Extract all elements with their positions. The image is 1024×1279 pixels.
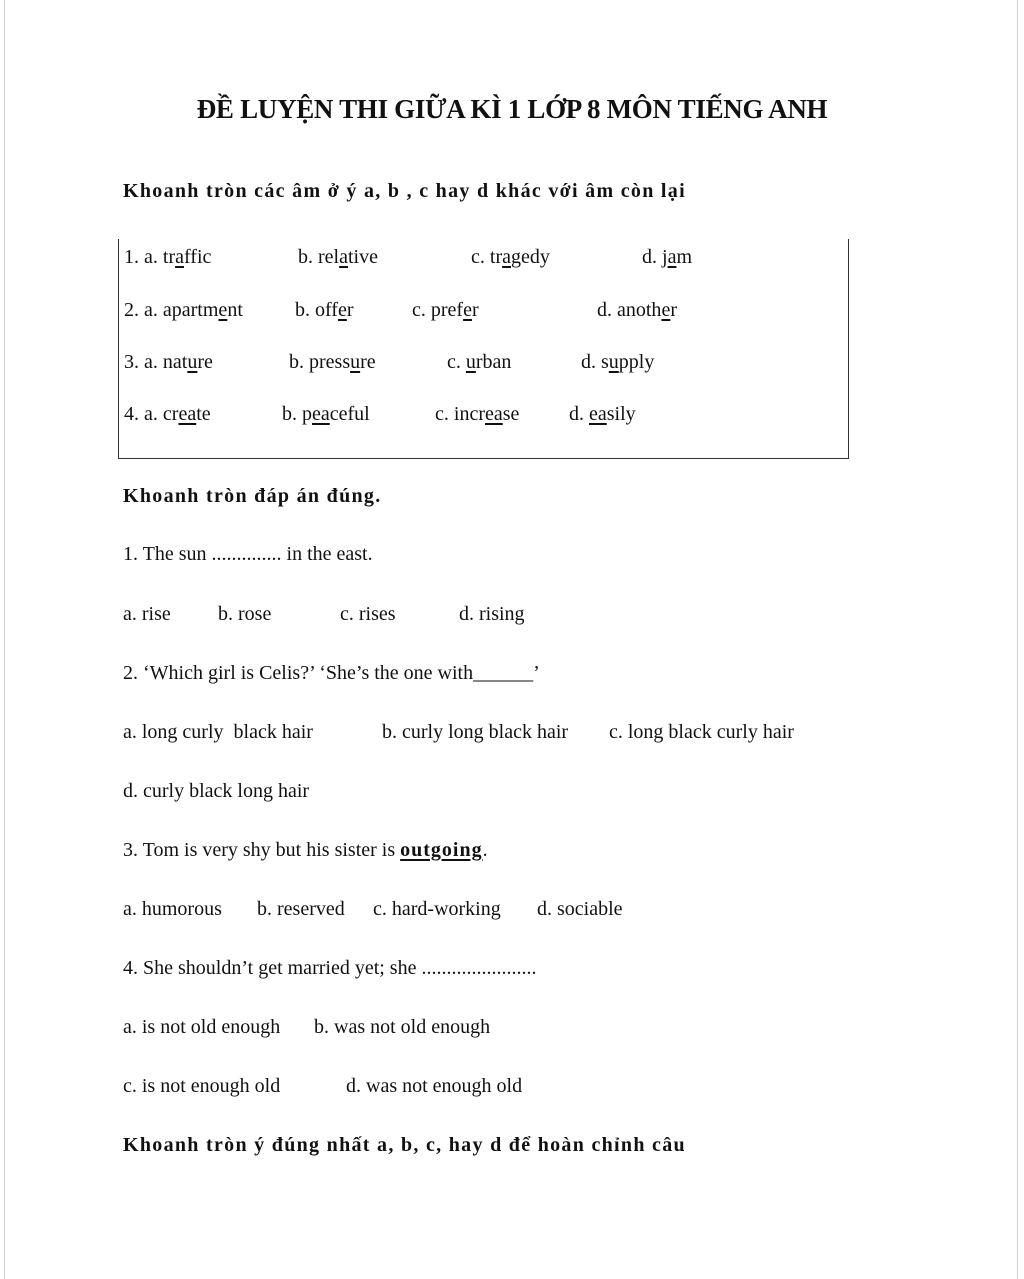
section1-heading: Khoanh tròn các âm ở ý a, b , c hay d khác với âm còn lại	[123, 180, 686, 202]
phonetics-row-1-option-a: 1. a. traffic	[124, 246, 212, 268]
phonetics-row-1-option-d: d. jam	[642, 246, 693, 268]
page-edge-right	[1017, 0, 1018, 1279]
question-3-option-a: a. humorous	[123, 898, 222, 920]
phonetics-row-3-option-d: d. supply	[581, 351, 655, 373]
phonetics-row-4-option-b: b. peaceful	[282, 403, 370, 425]
question-1-text: 1. The sun .............. in the east.	[123, 543, 373, 565]
question-2-option-c: c. long black curly hair	[609, 721, 794, 743]
question-4-option-d: d. was not enough old	[346, 1075, 523, 1097]
question-1-option-a: a. rise	[123, 603, 171, 625]
phonetics-row-2-option-c: c. prefer	[412, 299, 479, 321]
phonetics-row-2-option-d: d. another	[597, 299, 677, 321]
section2-heading: Khoanh tròn đáp án đúng.	[123, 485, 382, 507]
question-4-option-a: a. is not old enough	[123, 1016, 281, 1038]
phonetics-row-4-option-a: 4. a. create	[124, 403, 211, 425]
phonetics-row-2-option-a: 2. a. apartment	[124, 299, 243, 321]
question-4-text: 4. She shouldn’t get married yet; she .......................	[123, 957, 537, 979]
phonetics-row-4-option-d: d. easily	[569, 403, 636, 425]
question-1-option-d: d. rising	[459, 603, 525, 625]
question-4-option-c: c. is not enough old	[123, 1075, 281, 1097]
phonetics-row-3-option-a: 3. a. nature	[124, 351, 213, 373]
question-2-option-a: a. long curly black hair	[123, 721, 313, 743]
question-1-option-c: c. rises	[340, 603, 396, 625]
question-3-keyword: outgoing	[400, 839, 483, 861]
question-3-option-b: b. reserved	[257, 898, 345, 920]
question-2-option-b: b. curly long black hair	[382, 721, 569, 743]
question-4-option-b: b. was not old enough	[314, 1016, 491, 1038]
question-2-text: 2. ‘Which girl is Celis?’ ‘She’s the one with______’	[123, 662, 540, 684]
phonetics-row-1-option-c: c. tragedy	[471, 246, 550, 268]
question-1-option-b: b. rose	[218, 603, 272, 625]
question-2-option-d: d. curly black long hair	[123, 780, 310, 802]
phonetics-row-2-option-b: b. offer	[295, 299, 354, 321]
page-edge-left	[4, 0, 5, 1279]
question-3-option-c: c. hard-working	[373, 898, 501, 920]
phonetics-row-4-option-c: c. increase	[435, 403, 520, 425]
section3-heading: Khoanh tròn ý đúng nhất a, b, c, hay d để hoàn chỉnh câu	[123, 1134, 686, 1156]
phonetics-row-3-option-c: c. urban	[447, 351, 512, 373]
question-3-option-d: d. sociable	[537, 898, 623, 920]
page-title: ĐỀ LUYỆN THI GIỮA KÌ 1 LỚP 8 MÔN TIẾNG ANH	[196, 94, 828, 124]
phonetics-row-1-option-b: b. relative	[298, 246, 378, 268]
phonetics-row-3-option-b: b. pressure	[289, 351, 376, 373]
question-3-text: 3. Tom is very shy but his sister is outgoing.	[123, 839, 488, 861]
phonetics-box	[118, 239, 849, 459]
